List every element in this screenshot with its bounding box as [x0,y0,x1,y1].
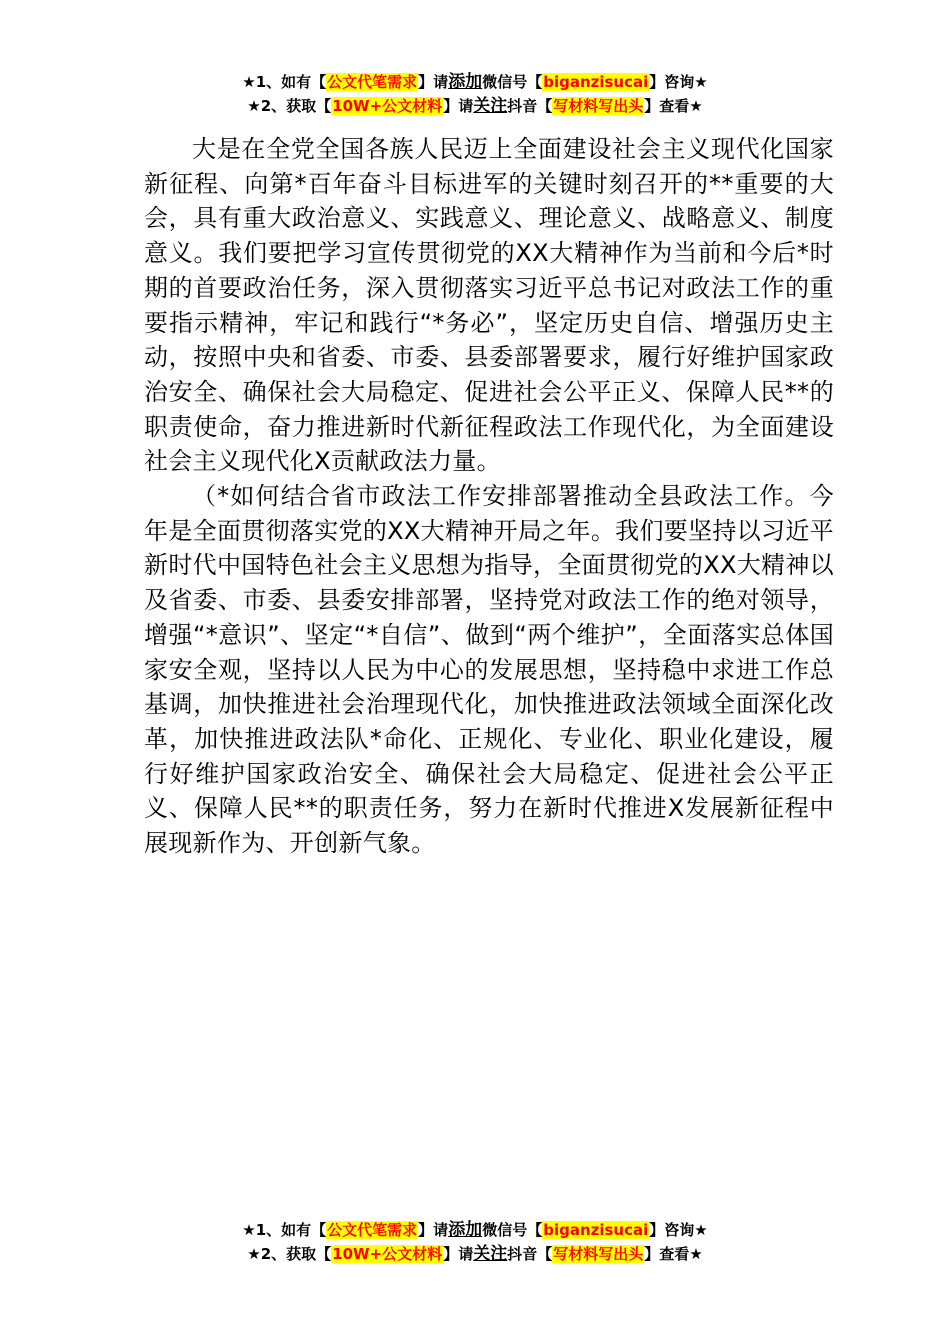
highlight-douyin-account: 写材料写出头 [553,1245,644,1263]
body-paragraph-1: 大是在全党全国各族人民迈上全面建设社会主义现代化国家新征程、向第*百年奋斗目标进军的关键时刻召开的**重要的大会，具有重大政治意义、实践意义、理论意义、战略意义、制度意义。我们要把学习宣传贯彻党的XX大精神作为当前和今后*时期的首要政治任务，深入贯彻落实习近平总书记对政法工作的重要指示精神，牢记和践行“*务必”，坚定历史自信、增强历史主动，按照中央和省委、市委、县委部署要求，履行好维护国家政治安全、确保社会大局稳定、促进社会公平正义、保障人民**的职责使命，奋力推进新时代新征程政法工作现代化，为全面建设社会主义现代化X贡献政法力量。 [144,135,834,476]
emphasis-follow: 关注 [473,1244,508,1264]
document-body [144,132,834,861]
banner-text: 】查看★ [644,1245,703,1263]
highlight-materials: 10W+公文材料 [332,1245,443,1263]
banner-line-2 [0,1242,950,1266]
banner-text: 】请 [443,1245,474,1263]
banner-text: 】请 [418,1221,449,1239]
highlight-wechat-id: biganzisucai [543,73,649,91]
highlight-wechat-id: biganzisucai [543,1221,649,1239]
banner-text: 】咨询★ [649,73,708,91]
emphasis-add: 添加 [448,72,483,92]
highlight-service: 公文代笔需求 [327,73,418,91]
banner-text: ★2、获取【 [247,97,332,115]
header-banner [0,70,950,118]
banner-text: ★2、获取【 [247,1245,332,1263]
emphasis-add: 添加 [448,1220,483,1240]
banner-text: 】请 [418,73,449,91]
banner-text: 抖音【 [507,97,553,115]
highlight-douyin-account: 写材料写出头 [553,97,644,115]
footer-banner [0,1218,950,1266]
banner-text: 抖音【 [507,1245,553,1263]
banner-text: 】咨询★ [649,1221,708,1239]
banner-line-2 [0,94,950,118]
banner-text: 】查看★ [644,97,703,115]
emphasis-follow: 关注 [473,96,508,116]
highlight-service: 公文代笔需求 [327,1221,418,1239]
banner-text: ★1、如有【 [242,1221,327,1239]
highlight-materials: 10W+公文材料 [332,97,443,115]
banner-text: 】请 [443,97,474,115]
banner-text: ★1、如有【 [242,73,327,91]
body-paragraph-2: （*如何结合省市政法工作安排部署推动全县政法工作。今年是全面贯彻落实党的XX大精神开局之年。我们要坚持以习近平新时代中国特色社会主义思想为指导，全面贯彻党的XX大精神以及省委、市委、县委安排部署，坚持党对政法工作的绝对领导，增强“*意识”、坚定“*自信”、做到“两个维护”，全面落实总体国家安全观，坚持以人民为中心的发展思想，坚持稳中求进工作总基调，加快推进社会治理现代化，加快推进政法领域全面深化改革，加快推进政法队*命化、正规化、专业化、职业化建设，履行好维护国家政治安全、确保社会大局稳定、促进社会公平正义、保障人民**的职责任务，努力在新时代推进X发展新征程中展现新作为、开创新气象。 [144,482,834,858]
banner-text: 微信号【 [482,1221,543,1239]
banner-text: 微信号【 [482,73,543,91]
banner-line-1 [0,70,950,94]
banner-line-1 [0,1218,950,1242]
